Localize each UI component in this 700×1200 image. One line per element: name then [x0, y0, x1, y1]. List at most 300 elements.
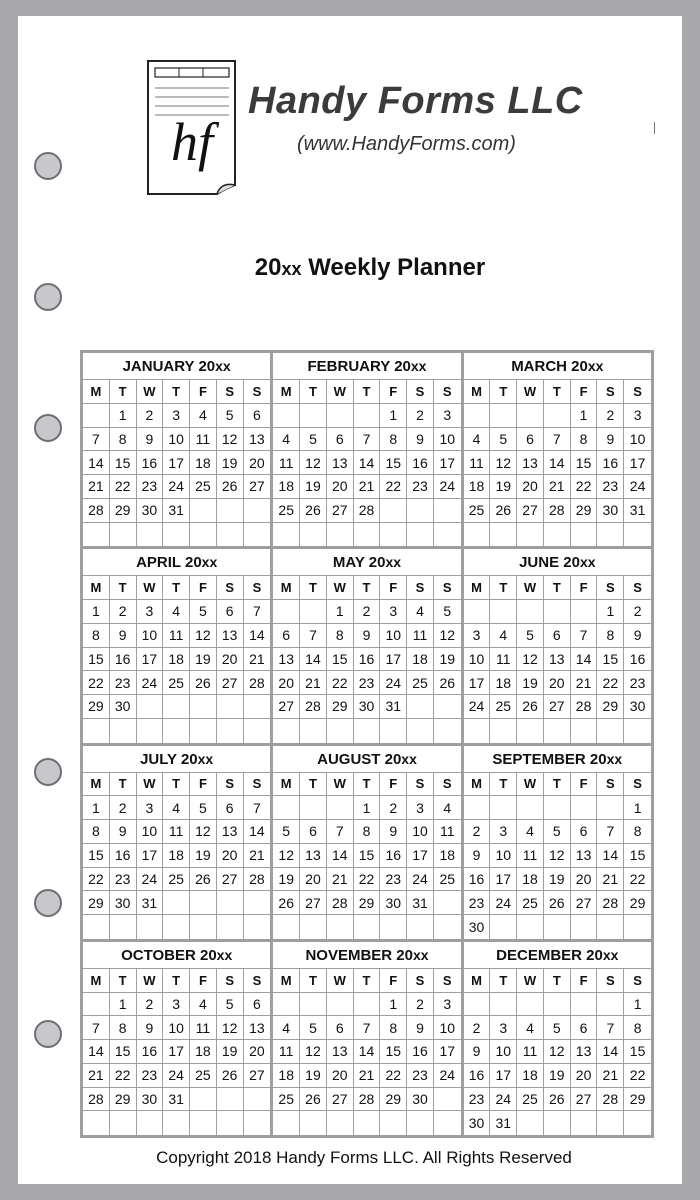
- day-cell: 8: [83, 624, 110, 648]
- empty-day-cell: [217, 695, 244, 719]
- day-cell: 28: [571, 695, 598, 719]
- day-cell: 27: [327, 499, 354, 523]
- empty-day-cell: [273, 523, 300, 547]
- month-title: [273, 746, 460, 773]
- day-cell: 13: [273, 648, 300, 672]
- day-cell: 18: [517, 868, 544, 892]
- day-cell: 10: [490, 844, 517, 868]
- day-cell: 25: [490, 695, 517, 719]
- day-cell: 3: [624, 404, 651, 428]
- day-cell: 10: [407, 820, 434, 844]
- month-name: FEBRUARY 20: [307, 358, 411, 375]
- day-cell: 31: [137, 891, 164, 915]
- day-cell: 29: [327, 695, 354, 719]
- day-cell: 24: [624, 475, 651, 499]
- day-cell: 3: [490, 1016, 517, 1040]
- day-cell: 4: [407, 600, 434, 624]
- weekday-header: W: [517, 576, 544, 600]
- day-cell: 16: [407, 1040, 434, 1064]
- empty-day-cell: [190, 719, 217, 743]
- empty-day-cell: [83, 915, 110, 939]
- day-cell: 7: [244, 796, 271, 820]
- day-cell: 18: [407, 648, 434, 672]
- month-year-suffix: xx: [201, 554, 218, 571]
- weekday-header: S: [244, 773, 271, 797]
- day-cell: 25: [407, 671, 434, 695]
- empty-day-cell: [163, 915, 190, 939]
- month-name: MARCH 20: [511, 358, 588, 375]
- day-cell: 30: [137, 1088, 164, 1112]
- weekday-header: S: [244, 969, 271, 993]
- month-title: [273, 549, 460, 576]
- day-cell: 4: [490, 624, 517, 648]
- empty-day-cell: [327, 1111, 354, 1135]
- empty-day-cell: [190, 915, 217, 939]
- day-cell: 17: [490, 868, 517, 892]
- weekday-header: T: [163, 969, 190, 993]
- weekday-header: W: [327, 380, 354, 404]
- day-cell: 14: [300, 648, 327, 672]
- day-cell: 9: [380, 820, 407, 844]
- day-cell: 16: [110, 648, 137, 672]
- day-cell: 16: [464, 1064, 491, 1088]
- weekday-header: T: [110, 773, 137, 797]
- month-block: [273, 353, 460, 546]
- day-cell: 27: [517, 499, 544, 523]
- day-cell: 29: [83, 891, 110, 915]
- day-cell: 19: [517, 671, 544, 695]
- day-cell: 21: [83, 475, 110, 499]
- day-cell: 15: [354, 844, 381, 868]
- day-cell: 27: [244, 1064, 271, 1088]
- day-cell: 8: [380, 1016, 407, 1040]
- empty-day-cell: [217, 891, 244, 915]
- day-cell: 29: [624, 1088, 651, 1112]
- day-cell: 22: [624, 1064, 651, 1088]
- day-cell: 9: [407, 1016, 434, 1040]
- weekday-header: W: [137, 969, 164, 993]
- empty-day-cell: [490, 915, 517, 939]
- empty-day-cell: [464, 719, 491, 743]
- weekday-header: M: [83, 576, 110, 600]
- day-cell: 19: [544, 868, 571, 892]
- empty-day-cell: [517, 915, 544, 939]
- weekday-header: S: [434, 773, 461, 797]
- day-cell: 29: [571, 499, 598, 523]
- empty-day-cell: [517, 796, 544, 820]
- day-cell: 18: [163, 844, 190, 868]
- weekday-header: W: [137, 380, 164, 404]
- day-cell: 18: [464, 475, 491, 499]
- day-cell: 8: [83, 820, 110, 844]
- day-cell: 18: [434, 844, 461, 868]
- empty-day-cell: [110, 915, 137, 939]
- month-year-suffix: xx: [602, 946, 619, 963]
- empty-day-cell: [571, 719, 598, 743]
- day-cell: 28: [83, 1088, 110, 1112]
- weekday-header: W: [517, 969, 544, 993]
- day-cell: 26: [190, 868, 217, 892]
- weekday-header: S: [407, 576, 434, 600]
- weekday-header: M: [83, 773, 110, 797]
- day-cell: 26: [217, 1064, 244, 1088]
- empty-day-cell: [434, 499, 461, 523]
- day-cell: 3: [380, 600, 407, 624]
- day-cell: 10: [137, 624, 164, 648]
- year-calendar: [80, 350, 654, 1138]
- empty-day-cell: [300, 523, 327, 547]
- day-cell: 12: [300, 451, 327, 475]
- empty-day-cell: [544, 719, 571, 743]
- empty-day-cell: [517, 719, 544, 743]
- empty-day-cell: [273, 404, 300, 428]
- day-cell: 27: [273, 695, 300, 719]
- day-cell: 28: [83, 499, 110, 523]
- day-cell: 2: [624, 600, 651, 624]
- day-cell: 30: [354, 695, 381, 719]
- empty-day-cell: [327, 915, 354, 939]
- month-block: [273, 942, 460, 1135]
- day-cell: 8: [380, 428, 407, 452]
- weekday-header: W: [517, 380, 544, 404]
- day-cell: 17: [464, 671, 491, 695]
- weekday-header: W: [327, 969, 354, 993]
- day-cell: 9: [624, 624, 651, 648]
- day-cell: 6: [217, 796, 244, 820]
- day-cell: 6: [327, 428, 354, 452]
- weekday-header: S: [597, 380, 624, 404]
- day-cell: 6: [544, 624, 571, 648]
- day-cell: 7: [354, 428, 381, 452]
- month-year-suffix: xx: [579, 554, 596, 571]
- day-cell: 10: [490, 1040, 517, 1064]
- day-cell: 14: [544, 451, 571, 475]
- day-cell: 26: [217, 475, 244, 499]
- empty-day-cell: [110, 1111, 137, 1135]
- empty-day-cell: [217, 499, 244, 523]
- day-cell: 20: [517, 475, 544, 499]
- day-cell: 29: [110, 499, 137, 523]
- day-cell: 16: [464, 868, 491, 892]
- day-cell: 15: [110, 1040, 137, 1064]
- day-cell: 7: [597, 1016, 624, 1040]
- binder-hole: [34, 1020, 62, 1048]
- day-cell: 13: [244, 1016, 271, 1040]
- weekday-header: T: [490, 380, 517, 404]
- month-year-suffix: xx: [215, 358, 231, 374]
- day-cell: 13: [244, 428, 271, 452]
- day-cell: 26: [544, 891, 571, 915]
- empty-day-cell: [464, 796, 491, 820]
- weekday-header: M: [464, 380, 491, 404]
- day-cell: 18: [190, 451, 217, 475]
- weekday-header: M: [83, 380, 110, 404]
- day-cell: 21: [244, 648, 271, 672]
- empty-day-cell: [217, 719, 244, 743]
- day-cell: 30: [464, 915, 491, 939]
- empty-day-cell: [544, 600, 571, 624]
- day-cell: 20: [571, 1064, 598, 1088]
- day-cell: 11: [190, 428, 217, 452]
- day-cell: 16: [597, 451, 624, 475]
- empty-day-cell: [544, 796, 571, 820]
- day-cell: 27: [327, 1088, 354, 1112]
- day-cell: 26: [273, 891, 300, 915]
- day-cell: 2: [110, 796, 137, 820]
- empty-day-cell: [407, 1111, 434, 1135]
- day-cell: 9: [407, 428, 434, 452]
- day-cell: 12: [273, 844, 300, 868]
- empty-day-cell: [83, 1111, 110, 1135]
- day-cell: 17: [163, 1040, 190, 1064]
- day-cell: 22: [83, 868, 110, 892]
- day-cell: 31: [163, 499, 190, 523]
- day-cell: 3: [434, 993, 461, 1017]
- day-cell: 23: [354, 671, 381, 695]
- day-cell: 30: [380, 891, 407, 915]
- day-cell: 12: [190, 624, 217, 648]
- empty-day-cell: [544, 1111, 571, 1135]
- weekday-header: F: [380, 576, 407, 600]
- day-cell: 1: [110, 404, 137, 428]
- weekday-header: F: [380, 969, 407, 993]
- day-cell: 30: [137, 499, 164, 523]
- day-cell: 20: [327, 475, 354, 499]
- day-cell: 13: [571, 844, 598, 868]
- day-cell: 19: [190, 648, 217, 672]
- day-cell: 19: [190, 844, 217, 868]
- day-cell: 22: [83, 671, 110, 695]
- weekday-header: W: [327, 773, 354, 797]
- month-block: [83, 942, 270, 1135]
- month-year-suffix: xx: [197, 750, 214, 767]
- empty-day-cell: [380, 523, 407, 547]
- day-cell: 26: [490, 499, 517, 523]
- day-cell: 6: [244, 404, 271, 428]
- weekday-header: M: [273, 969, 300, 993]
- weekday-header: W: [327, 576, 354, 600]
- empty-day-cell: [597, 796, 624, 820]
- empty-day-cell: [380, 499, 407, 523]
- weekday-header: T: [163, 773, 190, 797]
- month-year-suffix: xx: [410, 358, 427, 374]
- margin-mark: [654, 122, 655, 134]
- empty-day-cell: [137, 1111, 164, 1135]
- day-cell: 3: [490, 820, 517, 844]
- day-cell: 1: [624, 993, 651, 1017]
- day-cell: 7: [327, 820, 354, 844]
- weekday-header: S: [624, 576, 651, 600]
- day-cell: 7: [354, 1016, 381, 1040]
- day-cell: 19: [490, 475, 517, 499]
- day-cell: 7: [83, 428, 110, 452]
- day-cell: 4: [464, 428, 491, 452]
- day-cell: 2: [110, 600, 137, 624]
- weekday-header: T: [490, 969, 517, 993]
- day-cell: 13: [544, 648, 571, 672]
- day-cell: 5: [190, 600, 217, 624]
- day-cell: 5: [300, 428, 327, 452]
- day-cell: 11: [464, 451, 491, 475]
- day-cell: 9: [354, 624, 381, 648]
- month-name: JUNE 20: [519, 554, 580, 572]
- day-cell: 27: [544, 695, 571, 719]
- day-cell: 3: [464, 624, 491, 648]
- month-title: [83, 942, 270, 969]
- day-cell: 6: [517, 428, 544, 452]
- day-cell: 1: [597, 600, 624, 624]
- weekday-header: T: [300, 576, 327, 600]
- day-cell: 23: [597, 475, 624, 499]
- empty-day-cell: [163, 523, 190, 547]
- day-cell: 30: [464, 1111, 491, 1135]
- day-cell: 9: [110, 624, 137, 648]
- weekday-header: T: [300, 969, 327, 993]
- month-block: [273, 746, 460, 939]
- day-cell: 7: [300, 624, 327, 648]
- day-cell: 5: [217, 404, 244, 428]
- binder-hole: [34, 283, 62, 311]
- empty-day-cell: [490, 796, 517, 820]
- weekday-header: T: [490, 773, 517, 797]
- month-title: [83, 746, 270, 773]
- empty-day-cell: [327, 796, 354, 820]
- day-cell: 17: [163, 451, 190, 475]
- weekday-header: T: [544, 380, 571, 404]
- day-cell: 25: [190, 1064, 217, 1088]
- empty-day-cell: [190, 1088, 217, 1112]
- day-cell: 9: [597, 428, 624, 452]
- weekday-header: W: [137, 576, 164, 600]
- empty-day-cell: [244, 719, 271, 743]
- weekday-header: T: [544, 969, 571, 993]
- day-cell: 10: [434, 1016, 461, 1040]
- day-cell: 29: [110, 1088, 137, 1112]
- weekday-header: F: [571, 969, 598, 993]
- day-cell: 14: [597, 1040, 624, 1064]
- day-cell: 27: [217, 868, 244, 892]
- day-cell: 3: [407, 796, 434, 820]
- day-cell: 14: [83, 1040, 110, 1064]
- day-cell: 10: [434, 428, 461, 452]
- empty-day-cell: [380, 915, 407, 939]
- month-block: [83, 549, 270, 742]
- day-cell: 27: [217, 671, 244, 695]
- day-cell: 30: [110, 891, 137, 915]
- day-cell: 13: [327, 1040, 354, 1064]
- day-cell: 10: [624, 428, 651, 452]
- day-cell: 23: [407, 1064, 434, 1088]
- empty-day-cell: [300, 404, 327, 428]
- empty-day-cell: [83, 993, 110, 1017]
- day-cell: 7: [244, 600, 271, 624]
- day-cell: 5: [434, 600, 461, 624]
- day-cell: 13: [217, 820, 244, 844]
- day-cell: 17: [407, 844, 434, 868]
- day-cell: 6: [217, 600, 244, 624]
- weekday-header: M: [464, 969, 491, 993]
- day-cell: 28: [354, 499, 381, 523]
- day-cell: 4: [273, 428, 300, 452]
- empty-day-cell: [354, 404, 381, 428]
- day-cell: 12: [544, 844, 571, 868]
- empty-day-cell: [300, 719, 327, 743]
- title-year-prefix: 20: [254, 254, 282, 281]
- day-cell: 3: [434, 404, 461, 428]
- day-cell: 8: [571, 428, 598, 452]
- weekday-header: T: [163, 380, 190, 404]
- title-text: Weekly Planner: [301, 254, 486, 281]
- empty-day-cell: [190, 1111, 217, 1135]
- empty-day-cell: [163, 695, 190, 719]
- day-cell: 17: [380, 648, 407, 672]
- day-cell: 10: [380, 624, 407, 648]
- day-cell: 26: [300, 1088, 327, 1112]
- empty-day-cell: [544, 915, 571, 939]
- weekday-header: S: [217, 576, 244, 600]
- logo-monogram: hf: [170, 112, 214, 172]
- day-cell: 19: [217, 1040, 244, 1064]
- month-block: [464, 942, 651, 1135]
- day-cell: 7: [544, 428, 571, 452]
- day-cell: 6: [300, 820, 327, 844]
- day-cell: 21: [354, 475, 381, 499]
- day-cell: 14: [597, 844, 624, 868]
- day-cell: 2: [380, 796, 407, 820]
- weekday-header: S: [434, 380, 461, 404]
- day-cell: 1: [83, 796, 110, 820]
- day-cell: 5: [517, 624, 544, 648]
- day-cell: 23: [110, 868, 137, 892]
- weekday-header: S: [434, 576, 461, 600]
- day-cell: 1: [110, 993, 137, 1017]
- day-cell: 12: [517, 648, 544, 672]
- day-cell: 20: [544, 671, 571, 695]
- weekday-header: F: [380, 380, 407, 404]
- day-cell: 14: [354, 1040, 381, 1064]
- day-cell: 10: [464, 648, 491, 672]
- empty-day-cell: [517, 523, 544, 547]
- day-cell: 24: [163, 475, 190, 499]
- day-cell: 28: [544, 499, 571, 523]
- empty-day-cell: [110, 719, 137, 743]
- weekday-header: S: [597, 773, 624, 797]
- empty-day-cell: [544, 404, 571, 428]
- day-cell: 16: [380, 844, 407, 868]
- day-cell: 30: [407, 1088, 434, 1112]
- empty-day-cell: [273, 1111, 300, 1135]
- day-cell: 25: [434, 868, 461, 892]
- day-cell: 5: [300, 1016, 327, 1040]
- empty-day-cell: [137, 695, 164, 719]
- day-cell: 5: [217, 993, 244, 1017]
- weekday-header: F: [380, 773, 407, 797]
- empty-day-cell: [407, 499, 434, 523]
- month-name: SEPTEMBER 20: [492, 750, 607, 768]
- day-cell: 20: [571, 868, 598, 892]
- empty-day-cell: [110, 523, 137, 547]
- day-cell: 28: [244, 868, 271, 892]
- empty-day-cell: [434, 719, 461, 743]
- day-cell: 11: [490, 648, 517, 672]
- day-cell: 13: [517, 451, 544, 475]
- day-cell: 20: [300, 868, 327, 892]
- day-cell: 1: [83, 600, 110, 624]
- day-cell: 6: [244, 993, 271, 1017]
- day-cell: 16: [137, 451, 164, 475]
- month-title: [83, 353, 270, 380]
- day-cell: 11: [434, 820, 461, 844]
